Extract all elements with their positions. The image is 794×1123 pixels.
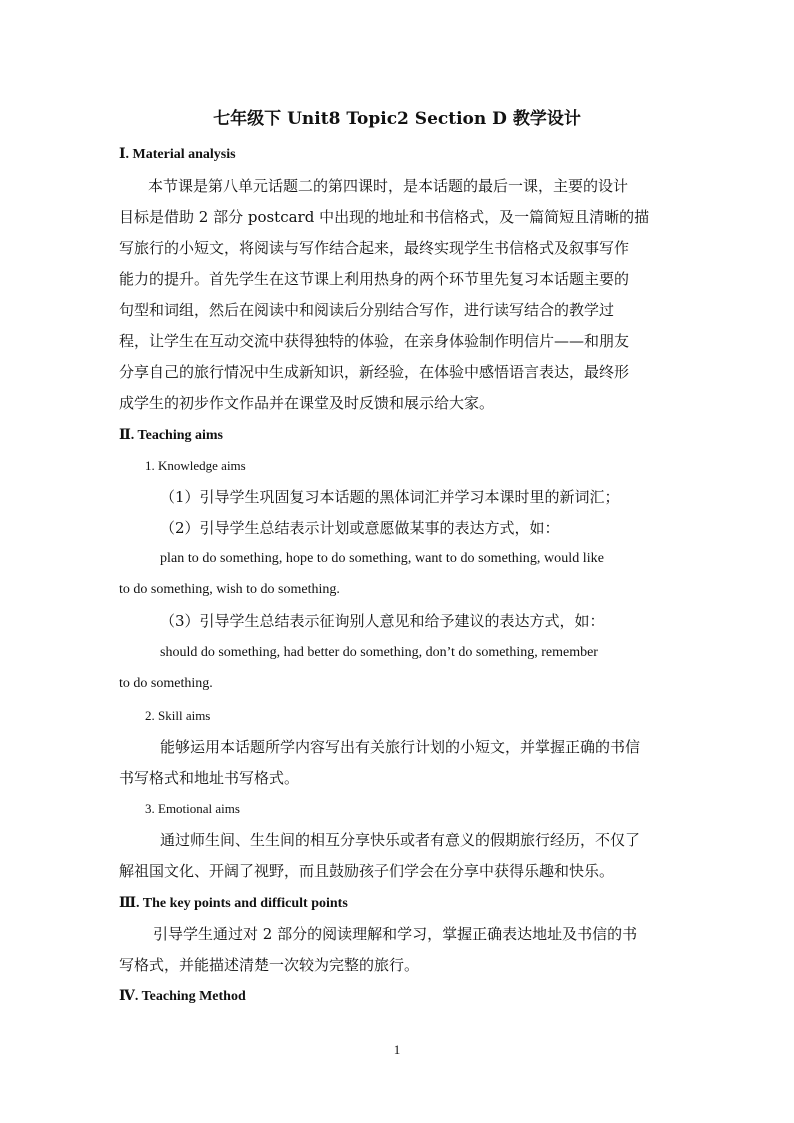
example-line: should do something, had better do something, don’t do something, remember: [160, 645, 598, 660]
paragraph-line: 能力的提升。首先学生在这节课上利用热身的两个环节里先复习本话题主要的: [119, 270, 630, 288]
paragraph-line: 成学生的初步作文作品并在课堂及时反馈和展示给大家。: [119, 394, 495, 412]
section-heading-material-analysis: Ⅰ. Material analysis: [119, 147, 236, 162]
paragraph-line: 引导学生通过对 2 部分的阅读理解和学习，掌握正确表达地址及书信的书: [153, 925, 638, 943]
example-line: plan to do something, hope to do something, want to do something, would like: [160, 551, 604, 566]
knowledge-aim-2: （2）引导学生总结表示计划或意愿做某事的表达方式，如：: [160, 519, 560, 537]
paragraph-line: 书写格式和地址书写格式。: [119, 769, 300, 787]
emotional-aims-label: 3. Emotional aims: [145, 801, 240, 816]
paragraph-line: 本节课是第八单元话题二的第四课时，是本话题的最后一课，主要的设计: [148, 177, 629, 195]
knowledge-aim-1: （1）引导学生巩固复习本话题的黑体词汇并学习本课时里的新词汇；: [160, 488, 620, 506]
paragraph-line: 能够运用本话题所学内容写出有关旅行计划的小短文，并掌握正确的书信: [160, 738, 641, 756]
knowledge-aim-3: （3）引导学生总结表示征询别人意见和给予建议的表达方式，如：: [160, 612, 605, 630]
paragraph-line: 程，让学生在互动交流中获得独特的体验，在亲身体验制作明信片——和朋友: [119, 332, 630, 350]
paragraph-line: 句型和词组，然后在阅读中和阅读后分别结合写作，进行读写结合的教学过: [119, 301, 615, 319]
knowledge-aims-label: 1. Knowledge aims: [145, 458, 246, 473]
paragraph-line: 写旅行的小短文，将阅读与写作结合起来，最终实现学生书信格式及叙事写作: [119, 239, 630, 257]
paragraph-line: 目标是借助 2 部分 postcard 中出现的地址和书信格式，及一篇简短且清晰的描: [119, 208, 650, 226]
paragraph-line: 解祖国文化、开阔了视野，而且鼓励孩子们学会在分享中获得乐趣和快乐。: [119, 862, 615, 880]
section-heading-teaching-aims: Ⅱ. Teaching aims: [119, 428, 223, 443]
example-line: to do something.: [119, 676, 213, 691]
paragraph-line: 通过师生间、生生间的相互分享快乐或者有意义的假期旅行经历，不仅了: [160, 831, 641, 849]
document-title: 七年级下 Unit8 Topic2 Section D 教学设计: [213, 109, 581, 129]
section-heading-teaching-method: Ⅳ. Teaching Method: [119, 989, 246, 1004]
section-heading-key-points: Ⅲ. The key points and difficult points: [119, 896, 348, 911]
page-number: 1: [393, 1042, 401, 1057]
skill-aims-label: 2. Skill aims: [145, 708, 211, 723]
example-line: to do something, wish to do something.: [119, 582, 340, 597]
paragraph-line: 分享自己的旅行情况中生成新知识，新经验，在体验中感悟语言表达，最终形: [119, 363, 630, 381]
paragraph-line: 写格式，并能描述清楚一次较为完整的旅行。: [119, 956, 420, 974]
